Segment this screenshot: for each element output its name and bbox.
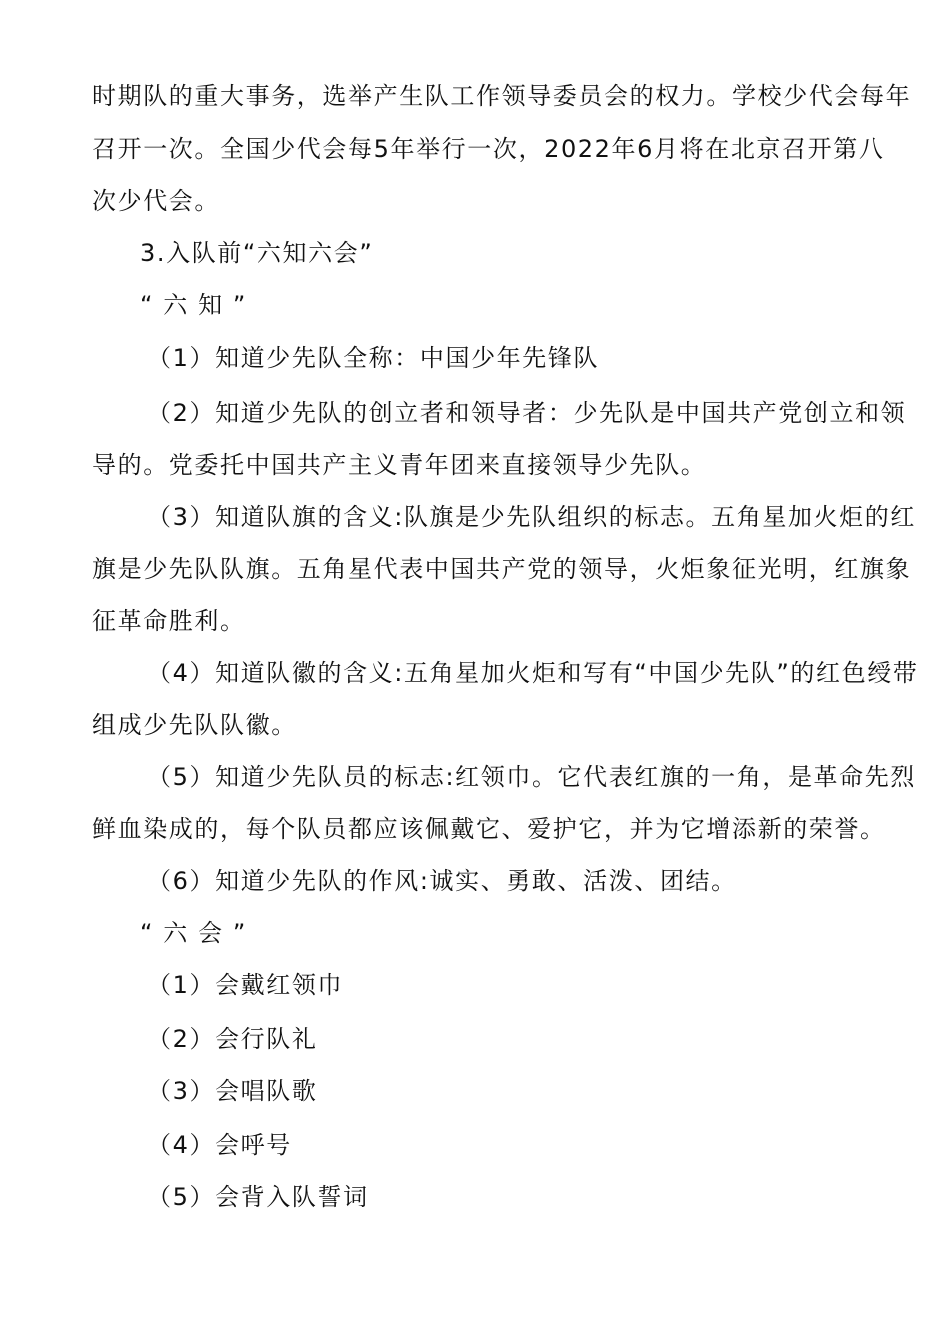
- list-item-continuation: 旗是少先队队旗。五角星代表中国共产党的领导，火炬象征光明，红旗象: [92, 555, 912, 583]
- list-item: （3）会唱队歌: [147, 1077, 318, 1105]
- list-item: （4）知道队徽的含义:五角星加火炬和写有“中国少先队”的红色绶带: [147, 659, 919, 687]
- list-item-continuation: 鲜血染成的，每个队员都应该佩戴它、爱护它，并为它增添新的荣誉。: [92, 815, 886, 843]
- list-item: （6）知道少先队的作风:诚实、勇敢、活泼、团结。: [147, 867, 737, 895]
- paragraph-line: 次少代会。: [92, 187, 220, 215]
- list-item-continuation: 征革命胜利。: [92, 607, 246, 635]
- paragraph-line: 时期队的重大事务，选举产生队工作领导委员会的权力。学校少代会每年: [92, 82, 912, 110]
- list-item: （1）知道少先队全称：中国少年先锋队: [147, 344, 600, 372]
- list-item-continuation: 导的。党委托中国共产主义青年团来直接领导少先队。: [92, 451, 707, 479]
- list-item: （3）知道队旗的含义:队旗是少先队组织的标志。五角星加火炬的红: [147, 503, 916, 531]
- section-heading: 3.入队前“六知六会”: [140, 239, 374, 267]
- paragraph-line: 召开一次。全国少代会每5年举行一次，2022年6月将在北京召开第八: [92, 135, 885, 163]
- list-item-continuation: 组成少先队队徽。: [92, 711, 297, 739]
- list-item: （2）知道少先队的创立者和领导者：少先队是中国共产党创立和领: [147, 399, 907, 427]
- list-item: （2）会行队礼: [147, 1025, 318, 1053]
- list-item: （5）会背入队誓词: [147, 1183, 369, 1211]
- list-item: （1）会戴红领巾: [147, 971, 344, 999]
- subheading-six-abilities: “ 六 会 ”: [140, 919, 247, 947]
- list-item: （5）知道少先队员的标志:红领巾。它代表红旗的一角，是革命先烈: [147, 763, 916, 791]
- subheading-six-knows: “ 六 知 ”: [140, 291, 247, 319]
- list-item: （4）会呼号: [147, 1131, 292, 1159]
